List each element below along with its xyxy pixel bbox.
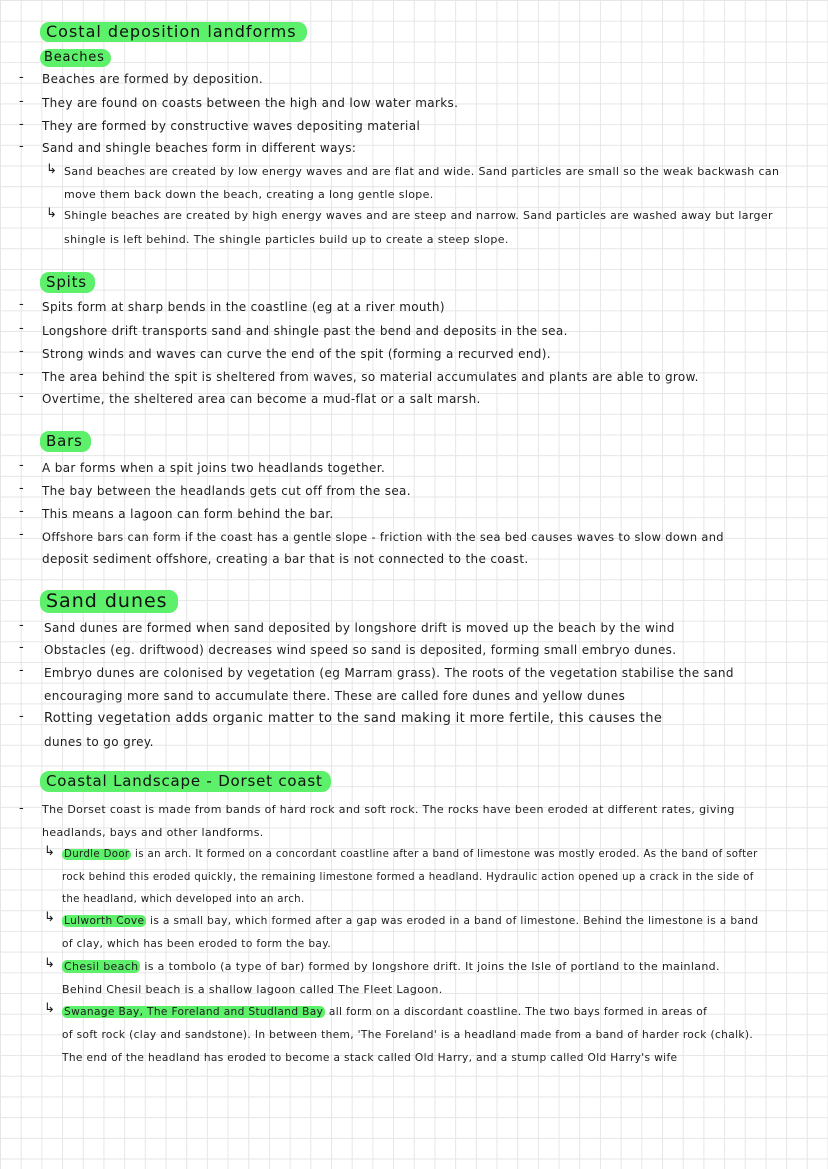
sub-point-arrow: ↳ — [44, 844, 55, 859]
swanage-bay-line-3: The end of the headland has eroded to become a stack called Old Harry, and a stump called Old Harry's wife — [62, 1052, 678, 1064]
spits-point-1: Spits form at sharp bends in the coastline (eg at a river mouth) — [42, 300, 445, 314]
bullet-dash: - — [19, 117, 24, 132]
shingle-beach-line-1: Shingle beaches are created by high energy waves and are steep and narrow. Sand particles are washed away but larger — [64, 209, 773, 222]
beaches-point-3: They are formed by constructive waves depositing material — [42, 119, 421, 133]
spits-point-5: Overtime, the sheltered area can become a mud-flat or a salt marsh. — [42, 392, 481, 406]
bullet-dash: - — [19, 709, 24, 724]
durdle-door-text: is an arch. It formed on a concordant coastline after a band of limestone was mostly eroded. As the band of softer — [131, 849, 758, 860]
spits-point-3: Strong winds and waves can curve the end of the spit (forming a recurved end). — [42, 347, 551, 361]
shingle-beach-line-2: shingle is left behind. The shingle particles build up to create a steep slope. — [64, 233, 509, 246]
beaches-point-2: They are found on coasts between the high and low water marks. — [42, 96, 459, 110]
dunes-point-3-line-2: encouraging more sand to accumulate there. These are called fore dunes and yellow dunes — [44, 689, 626, 703]
bars-point-4-line-2: deposit sediment offshore, creating a bar that is not connected to the coast. — [42, 552, 529, 566]
sub-point-arrow: ↳ — [44, 910, 55, 925]
sub-point-arrow: ↳ — [46, 162, 57, 177]
chesil-beach-highlight: Chesil beach — [64, 960, 139, 973]
chesil-beach-text: is a tombolo (a type of bar) formed by longshore drift. It joins the Isle of portland to the mainland. — [140, 960, 720, 973]
bars-point-2: The bay between the headlands gets cut off from the sea. — [42, 484, 411, 498]
dunes-point-4-line-2: dunes to go grey. — [44, 735, 154, 749]
bullet-dash: - — [19, 94, 24, 109]
lulworth-cove-highlight: Lulworth Cove — [64, 915, 145, 927]
durdle-door-line-2: rock behind this eroded quickly, the remaining limestone formed a headland. Hydraulic action opened up a crack in the side of — [62, 872, 754, 883]
dunes-point-3-line-1: Embryo dunes are colonised by vegetation (eg Marram grass). The roots of the vegetation stabilise the sand — [44, 666, 734, 680]
lulworth-cove-line-2: of clay, which has been eroded to form the bay. — [62, 938, 332, 950]
swanage-bay-line-2: of soft rock (clay and sandstone). In between them, 'The Foreland' is a headland made from a band of harder rock (chalk). — [62, 1029, 754, 1041]
sub-point-arrow: ↳ — [44, 1001, 55, 1016]
beaches-point-4: Sand and shingle beaches form in different ways: — [42, 141, 357, 155]
spits-point-4: The area behind the spit is sheltered from waves, so material accumulates and plants are able to grow. — [42, 370, 699, 384]
bullet-dash: - — [19, 527, 24, 542]
lulworth-cove-text: is a small bay, which formed after a gap was eroded in a band of limestone. Behind the limestone is a band — [146, 915, 759, 927]
bullet-dash: - — [19, 389, 24, 404]
bullet-dash: - — [19, 481, 24, 496]
chesil-beach-line-2: Behind Chesil beach is a shallow lagoon called The Fleet Lagoon. — [62, 983, 443, 996]
bullet-dash: - — [19, 321, 24, 336]
durdle-door-line-1 — [62, 847, 758, 863]
beaches-point-1: Beaches are formed by deposition. — [42, 72, 264, 86]
bars-point-1: A bar forms when a spit joins two headlands together. — [42, 461, 386, 475]
lulworth-cove-line-1 — [62, 913, 758, 929]
sand-beach-line-2: move them back down the beach, creating a long gentle slope. — [64, 188, 434, 201]
bullet-dash: - — [19, 139, 24, 154]
bullet-dash: - — [19, 344, 24, 359]
chesil-beach-line-1 — [62, 959, 720, 975]
dunes-point-1: Sand dunes are formed when sand deposited by longshore drift is moved up the beach by the wind — [44, 621, 675, 635]
dunes-point-2: Obstacles (eg. driftwood) decreases wind speed so sand is deposited, forming small embryo dunes. — [44, 643, 677, 657]
bullet-dash: - — [19, 297, 24, 312]
dunes-point-4-line-1: Rotting vegetation adds organic matter to the sand making it more fertile, this causes the — [44, 711, 663, 726]
bullet-dash: - — [19, 663, 24, 678]
sub-point-arrow: ↳ — [44, 956, 55, 971]
bullet-dash: - — [19, 458, 24, 473]
bullet-dash: - — [19, 367, 24, 382]
bullet-dash: - — [19, 801, 24, 816]
bullet-dash: - — [19, 504, 24, 519]
sub-point-arrow: ↳ — [46, 206, 57, 221]
sand-beach-line-1: Sand beaches are created by low energy waves and are flat and wide. Sand particles are small so the weak backwash can — [64, 165, 780, 178]
dorset-intro-line-2: headlands, bays and other landforms. — [42, 826, 264, 839]
durdle-door-highlight: Durdle Door — [64, 849, 130, 860]
bars-point-4-line-1: Offshore bars can form if the coast has a gentle slope - friction with the sea bed causes waves to slow down and — [42, 530, 724, 544]
durdle-door-line-3: the headland, which developed into an arch. — [62, 894, 305, 905]
bars-heading: Bars — [40, 431, 91, 452]
swanage-bay-text: all form on a discordant coastline. The two bays formed in areas of — [325, 1006, 708, 1018]
spits-point-2: Longshore drift transports sand and shingle past the bend and deposits in the sea. — [42, 324, 568, 338]
bullet-dash: - — [19, 618, 24, 633]
sand-dunes-heading: Sand dunes — [40, 590, 178, 613]
page-title: Costal deposition landforms — [40, 22, 307, 42]
swanage-bay-highlight: Swanage Bay, The Foreland and Studland Bay — [64, 1006, 324, 1018]
dorset-heading: Coastal Landscape - Dorset coast — [40, 771, 331, 792]
bars-point-3: This means a lagoon can form behind the bar. — [42, 507, 334, 521]
spits-heading: Spits — [40, 272, 95, 293]
dorset-intro-line-1: The Dorset coast is made from bands of hard rock and soft rock. The rocks have been eroded at different rates, giving — [42, 803, 735, 816]
bullet-dash: - — [19, 640, 24, 655]
bullet-dash: - — [19, 70, 24, 85]
beaches-heading: Beaches — [40, 49, 111, 67]
swanage-bay-line-1 — [62, 1004, 707, 1020]
